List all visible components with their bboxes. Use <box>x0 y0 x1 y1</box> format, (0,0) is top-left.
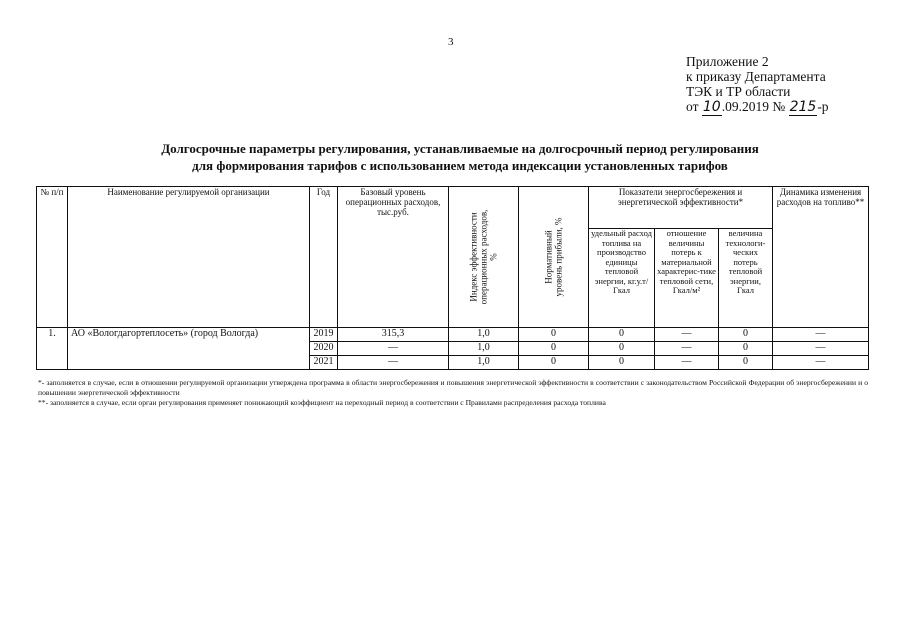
handwritten-order-number: 215 <box>789 99 817 115</box>
header-efficiency-index-line-1: Индекс эффективности <box>468 212 479 302</box>
header-year: Год <box>310 187 338 328</box>
header-profit-level-line-2: уровень прибыли, % <box>553 217 564 297</box>
header-indicators: Показатели энергосбережения и энергетической эффективности* <box>589 187 773 229</box>
cell-profit: 0 <box>519 342 589 356</box>
document-title-line-1: Долгосрочные параметры регулирования, устанавливаемые на долгосрочный период регулирования <box>161 141 759 156</box>
cell-profit: 0 <box>519 328 589 342</box>
appendix-line-4 <box>686 99 829 115</box>
cell-index: 1,0 <box>449 356 519 370</box>
appendix-header <box>686 54 829 115</box>
cell-fuel: 0 <box>589 356 655 370</box>
header-base-level: Базовый уровень операционных расходов, тыс.руб. <box>338 187 449 328</box>
cell-org: АО «Вологдагортеплосеть» (город Вологда) <box>68 328 310 370</box>
appendix-line-1: Приложение 2 <box>686 54 769 69</box>
header-fuel-dynamics: Динамика изменения расходов на топливо** <box>773 187 869 328</box>
cell-loss: — <box>655 342 719 356</box>
cell-num: 1. <box>37 328 68 370</box>
header-tech-loss: величина технологи-ческих потерь тепловой энергии, Гкал <box>719 229 773 328</box>
cell-dyn: — <box>773 328 869 342</box>
cell-fuel: 0 <box>589 328 655 342</box>
page-number: 3 <box>448 36 454 48</box>
appendix-line-2: к приказу Департамента <box>686 69 826 84</box>
cell-loss: — <box>655 328 719 342</box>
header-efficiency-index-line-2: операционных расходов, <box>478 209 489 305</box>
cell-index: 1,0 <box>449 342 519 356</box>
cell-tech: 0 <box>719 328 773 342</box>
header-efficiency-index <box>449 187 519 328</box>
handwritten-day: 10 <box>702 99 721 115</box>
cell-year: 2020 <box>310 342 338 356</box>
cell-year: 2021 <box>310 356 338 370</box>
cell-base: 315,3 <box>338 328 449 342</box>
cell-index: 1,0 <box>449 328 519 342</box>
header-efficiency-index-line-3: % <box>488 253 499 261</box>
cell-base: — <box>338 356 449 370</box>
cell-tech: 0 <box>719 342 773 356</box>
document-title <box>60 140 860 174</box>
appendix-line-3: ТЭК и ТР области <box>686 84 791 99</box>
header-fuel-rate: удельный расход топлива на производство единицы тепловой энергии, кг.у.т/Гкал <box>589 229 655 328</box>
table-row <box>37 328 869 342</box>
appendix-suffix: -р <box>817 99 829 114</box>
parameters-table <box>36 186 869 370</box>
header-profit-level <box>519 187 589 328</box>
appendix-date-rest: .09.2019 № <box>721 99 786 114</box>
footnotes <box>38 378 868 408</box>
header-profit-level-line-1: Нормативный <box>543 230 554 284</box>
cell-profit: 0 <box>519 356 589 370</box>
appendix-date-prefix: от <box>686 99 699 114</box>
header-loss-ratio: отношение величины потерь к материальной характерис-тике тепловой сети, Гкал/м² <box>655 229 719 328</box>
cell-fuel: 0 <box>589 342 655 356</box>
cell-year: 2019 <box>310 328 338 342</box>
cell-dyn: — <box>773 342 869 356</box>
footnote-1: *- заполняется в случае, если в отношении регулируемой организации утверждена программа в области энергосбережения и повышения энергетической эффективности в соответствии с законодательством Российской Федерации об энергосбережении и о повышении энергетической эффективности <box>38 378 868 397</box>
cell-loss: — <box>655 356 719 370</box>
document-title-line-2: для формирования тарифов с использованием метода индексации установленных тарифов <box>192 158 728 173</box>
footnote-2: **- заполняется в случае, если орган регулирования применяет понижающий коэффициент на переходный период в соответствии с Правилами распределения расхода топлива <box>38 398 606 407</box>
cell-dyn: — <box>773 356 869 370</box>
cell-tech: 0 <box>719 356 773 370</box>
cell-base: — <box>338 342 449 356</box>
header-num: № п/п <box>37 187 68 328</box>
header-org: Наименование регулируемой организации <box>68 187 310 328</box>
